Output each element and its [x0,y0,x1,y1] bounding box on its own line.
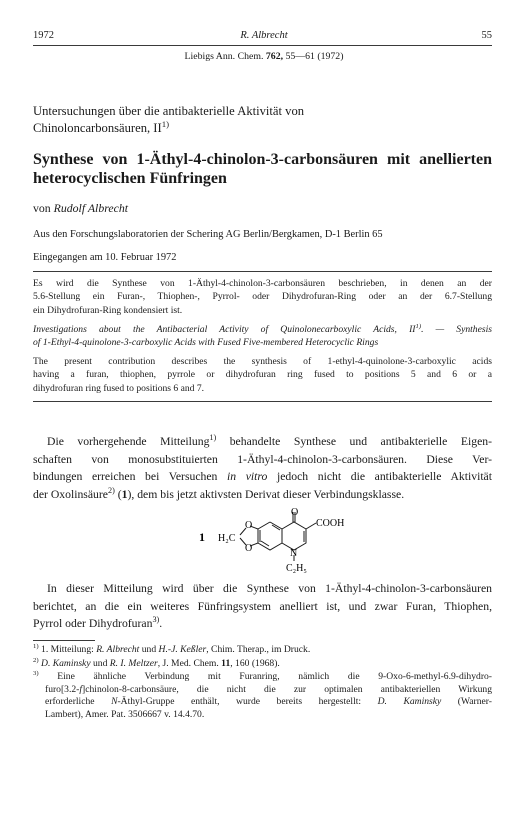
journal-citation: Liebigs Ann. Chem. 762, 55—61 (1972) [184,51,344,62]
footnote-rule [33,640,95,641]
structure-label-n: N [290,548,298,559]
abstract-german: Es wird die Synthese von 1-Äthyl-4-chinolon-3-carbonsäuren beschrieben, in denen an der 5.6-Stellung ein Furan-, Thiophen-, Pyrrol- oder Dihydrofuran-Ring oder an der 6.7-Stellung ein Dihydrofuran-Ring kondensiert ist. [33,278,492,316]
footnote-1: $^{1)}$ 1. Mitteilung: R. Albrecht und H.-J. Keßler, Chim. Therap., im Druck. [33,642,311,655]
abstract-english: The present contribution describes the synthesis of 1-ethyl-4-quinolone-3-carboxylic acids having a furan, thiophen, pyrrole or dihydrofuran ring fused to positions 5 and 6 or a dihydrofuran ring fused to positions 6 and 7. [33,356,492,394]
received-date: Eingegangen am 10. Februar 1972 [33,252,177,263]
byline: von Rudolf Albrecht [33,201,129,215]
body-paragraph-1: Die vorhergehende Mitteilung$^{1)}$ behandelte Synthese und antibakterielle Eigen- schaften von monosubstituierten 1-Äthyl-4-chinolon-3-carbonsäuren. Diese Ver- bindungen erreichen bei Versuchen in vitro jedoch nicht die antibakterielle Aktivität der Oxolinsäure$^{2)}$ (1), dem bis jetzt aktivsten Derivat dieser Verbindungsklasse. [33,433,492,501]
header-page-number: 55 [481,30,492,41]
header-year: 1972 [33,30,54,41]
abstract-english-title: Investigations about the Antibacterial Activity of Quinolonecarboxylic Acids, II$^{1)}$. — Synthesis of 1-Ethyl-4-quinolone-3-carboxylic Acids with Fused Five-membered Heterocyclic Rings [33,322,492,349]
structure-label-o2: O [245,543,253,554]
footnote-2: $^{2)}$ D. Kaminsky und R. I. Meltzer, J. Med. Chem. 11, 160 (1968). [33,656,280,669]
header-author: R. Albrecht [240,30,288,41]
abstract-top-rule [33,271,492,272]
series-title: Untersuchungen über die antibakterielle Aktivität von Chinoloncarbonsäuren, II$^{1)}$ [33,104,305,135]
header-rule [33,45,492,46]
structure-label-ethyl: C₂H₅ [286,563,307,574]
structure-label-oxo: O [291,507,299,518]
structure-label-cooh: COOH [316,518,345,529]
structure-label-h2c: H₂C [218,533,236,544]
structure-label-o1: O [245,520,253,531]
paper-title: Synthese von 1-Äthyl-4-chinolon-3-carbonsäuren mit anellierten heterocyclischen Fünfringen [33,151,492,187]
affiliation: Aus den Forschungslaboratorien der Schering AG Berlin/Bergkamen, D-1 Berlin 65 [33,229,383,240]
abstract-bottom-rule [33,401,492,402]
footnote-3: $^{3)}$ Eine ähnliche Verbindung mit Furanring, nämlich die 9-Oxo-6-methyl-6.9-dihydro- furo[3.2-f]chinolon-8-carbonsäure, die nicht die zur optimalen antibakteriellen Wirkung erforderliche N-Äthyl-Gruppe enthält, wurde bereits hergestellt: D. Kaminsky (Warner- Lambert), Amer. Pat. 3506667 v. 14.4.70. [33,669,493,720]
body-paragraph-2: In dieser Mitteilung wird über die Synthese von 1-Äthyl-4-chinolon-3-carbonsäuren berichtet, an die ein weiteres Fünfringsystem anelliert ist, und zwar Furan, Thiophen, Pyrrol oder Dihydrofuran$^{3)}$. [33,582,492,630]
structure-number: 1 [199,530,205,544]
oxolinic-acid-structure [170,505,360,575]
